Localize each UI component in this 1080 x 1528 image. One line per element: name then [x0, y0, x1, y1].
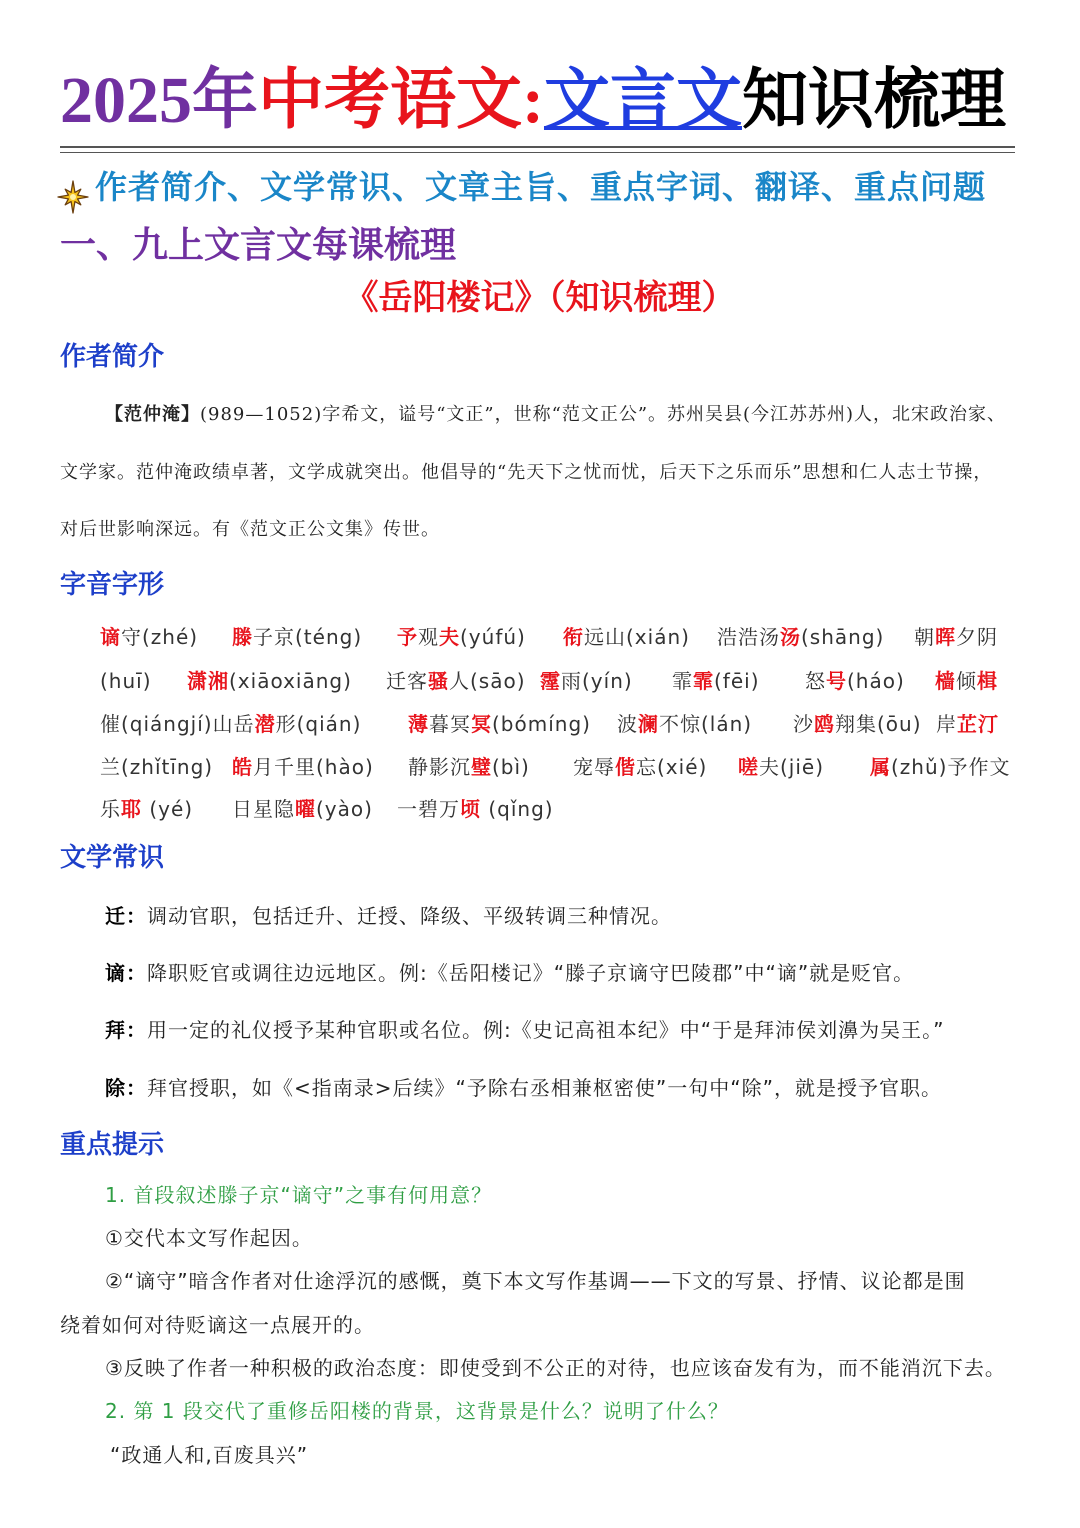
pronunciation-item	[232, 624, 362, 650]
pronunciation-text: (yúfú)	[460, 625, 526, 649]
pronunciation-text: 忘(xié)	[636, 755, 708, 779]
literary-definition: 拜官授职，如《<指南录>后续》“予除右丞相兼枢密使”一句中“除”，就是授予官职。	[147, 1076, 942, 1100]
literary-term: 谪：	[105, 961, 147, 985]
highlighted-character: 芷汀	[957, 712, 999, 736]
highlighted-character: 汤	[780, 625, 801, 649]
author-bio-line: 文学家。范仲淹政绩卓著，文学成就突出。他倡导的“先天下之忧而忧，后天下之乐而乐”思想和仁人志士节操，	[60, 462, 993, 483]
pronunciation-item	[232, 754, 374, 780]
part-heading: 一、九上文言文每课梳理	[60, 225, 457, 266]
highlighted-character: 澜	[638, 712, 659, 736]
pronunciation-item	[408, 711, 591, 737]
highlighted-character: 号	[826, 669, 847, 693]
pronunciation-item	[793, 711, 922, 737]
highlighted-character: 谪	[100, 625, 121, 649]
pronunciation-text: 一碧万	[397, 797, 460, 821]
title-suffix: 知识梳理	[741, 64, 1006, 137]
pronunciation-item	[573, 754, 707, 780]
pronunciation-text: (fēi)	[714, 669, 760, 693]
highlighted-character: 予	[397, 625, 418, 649]
pronunciation-item	[397, 624, 526, 650]
pronunciation-text: 暮冥	[429, 712, 471, 736]
highlighted-character: 楫	[977, 669, 998, 693]
highlighted-character: 曜	[295, 797, 316, 821]
pronunciation-item	[617, 711, 752, 737]
pronunciation-item	[717, 624, 884, 650]
pronunciation-item	[187, 668, 352, 694]
pronunciation-text: (zhǔ)予作文	[891, 755, 1011, 779]
pronunciation-item	[232, 796, 373, 822]
pronunciation-item	[100, 796, 193, 822]
pronunciation-item	[540, 668, 633, 694]
literary-item	[105, 903, 672, 929]
key-answer-line: 绕着如何对待贬谪这一点展开的。	[60, 1313, 375, 1337]
pronunciation-text: 倾	[956, 669, 977, 693]
pronunciation-text: (xiāoxiāng)	[229, 669, 352, 693]
pronunciation-text: 怒	[805, 669, 826, 693]
highlighted-character: 樯	[935, 669, 956, 693]
literary-definition: 降职贬官或调往边远地区。例:《岳阳楼记》“滕子京谪守巴陵郡”中“谪”就是贬官。	[147, 961, 915, 985]
pronunciation-item	[100, 668, 152, 694]
key-answer-line: “政通人和,百废具兴”	[110, 1443, 309, 1467]
pronunciation-item	[100, 754, 213, 780]
highlighted-character: 嗟	[738, 755, 759, 779]
pronunciation-item	[100, 624, 198, 650]
pronunciation-item	[100, 711, 361, 737]
pronunciation-text: 守(zhé)	[121, 625, 199, 649]
pronunciation-item	[935, 668, 998, 694]
pronunciation-text: 波	[617, 712, 638, 736]
pronunciation-text: (shāng)	[801, 625, 885, 649]
pronunciation-item	[386, 668, 526, 694]
author-bio-line	[105, 403, 1006, 427]
pronunciation-text: 人(sāo)	[449, 669, 526, 693]
literary-term: 拜：	[105, 1018, 147, 1042]
author-bio-text: (989—1052)字希文，谥号“文正”，世称“范文正公”。苏州吴县(今江苏苏州)人，北宋政治家、	[200, 404, 1007, 425]
highlighted-character: 霏	[693, 669, 714, 693]
pronunciation-text: (háo)	[847, 669, 905, 693]
highlighted-character: 顷	[460, 797, 481, 821]
pronunciation-text: 兰(zhǐtīng)	[100, 755, 214, 779]
pronunciation-text: (qǐng)	[481, 797, 554, 821]
pronunciation-text: 乐	[100, 797, 121, 821]
highlighted-character: 夫	[439, 625, 460, 649]
pronunciation-text: 催(qiángjí)山岳	[100, 712, 255, 736]
pronunciation-text: 静影沉	[408, 755, 471, 779]
subtitle-topics: 作者简介、文学常识、文章主旨、重点字词、翻译、重点问题	[95, 168, 987, 206]
pronunciation-item	[870, 754, 1010, 780]
literary-item	[105, 1075, 942, 1101]
highlighted-character: 骚	[428, 669, 449, 693]
highlighted-character: 耶	[121, 797, 142, 821]
pronunciation-text: 形(qián)	[275, 712, 362, 736]
key-question-1: 1. 首段叙述滕子京“谪守”之事有何用意？	[105, 1183, 493, 1207]
section-heading-pronunciation: 字音字形	[60, 570, 165, 600]
pronunciation-text: 月千里(hào)	[253, 755, 374, 779]
pronunciation-item	[936, 711, 999, 737]
highlighted-character: 皓	[232, 755, 253, 779]
pronunciation-text: 雨(yín)	[561, 669, 633, 693]
highlighted-character: 璧	[471, 755, 492, 779]
pronunciation-item	[672, 668, 760, 694]
key-answer-line: ②“谪守”暗含作者对仕途浮沉的感慨，奠下本文写作基调——下文的写景、抒情、议论都是围	[105, 1269, 966, 1293]
pronunciation-text: 沙	[793, 712, 814, 736]
author-bio-line: 对后世影响深远。有《范文正公文集》传世。	[60, 519, 440, 540]
pronunciation-text: (yé)	[142, 797, 194, 821]
highlighted-character: 潇湘	[187, 669, 229, 693]
highlighted-character: 潜	[254, 712, 276, 736]
section-heading-key-points: 重点提示	[60, 1130, 165, 1160]
title-exam-subject: 中考语文:	[258, 64, 544, 137]
key-answer-line: ③反映了作者一种积极的政治态度：即使受到不公正的对待，也应该奋发有为，而不能消沉下去。	[105, 1356, 1006, 1380]
title-divider-top	[60, 146, 1015, 148]
pronunciation-text: 迁客	[386, 669, 428, 693]
pronunciation-text: 子京(téng)	[253, 625, 363, 649]
pronunciation-item	[397, 796, 554, 822]
pronunciation-text: 霏	[672, 669, 693, 693]
pronunciation-item	[738, 754, 824, 780]
highlighted-character: 偕	[615, 755, 636, 779]
literary-item	[105, 960, 914, 986]
title-topic: 文言文	[543, 64, 742, 137]
pronunciation-item	[408, 754, 530, 780]
pronunciation-text: 浩浩汤	[717, 625, 780, 649]
page-title	[60, 60, 1006, 142]
highlighted-character: 衔	[563, 625, 584, 649]
highlighted-character: 霪	[540, 669, 561, 693]
key-answer-line: ①交代本文写作起因。	[105, 1226, 313, 1250]
pronunciation-text: (yào)	[316, 797, 373, 821]
pronunciation-text: 翔集(ōu)	[835, 712, 922, 736]
pronunciation-text: 不惊(lán)	[659, 712, 753, 736]
section-heading-author: 作者简介	[60, 342, 165, 372]
highlighted-character: 晖	[935, 625, 956, 649]
sparkle-star-icon	[56, 179, 90, 215]
pronunciation-item	[563, 624, 690, 650]
title-divider-bottom	[60, 152, 1015, 153]
pronunciation-text: 岸	[936, 712, 957, 736]
literary-term: 迁：	[105, 904, 147, 928]
pronunciation-text: 夕阴	[956, 625, 998, 649]
literary-definition: 调动官职，包括迁升、迁授、降级、平级转调三种情况。	[147, 904, 672, 928]
pronunciation-item	[805, 668, 905, 694]
highlighted-character: 冥	[471, 712, 492, 736]
literary-definition: 用一定的礼仪授予某种官职或名位。例:《史记高祖本纪》中“于是拜沛侯刘濞为吴王。”	[147, 1018, 945, 1042]
highlighted-character: 属	[870, 755, 891, 779]
author-name-tag: 【范仲淹】	[105, 404, 200, 425]
pronunciation-text: (bì)	[492, 755, 530, 779]
literary-item	[105, 1017, 944, 1043]
key-question-2: 2. 第 1 段交代了重修岳阳楼的背景，这背景是什么？说明了什么？	[105, 1399, 729, 1423]
pronunciation-text: 朝	[914, 625, 935, 649]
pronunciation-text: 宠辱	[573, 755, 615, 779]
highlighted-character: 薄	[408, 712, 429, 736]
literary-term: 除：	[105, 1076, 147, 1100]
pronunciation-item	[914, 624, 998, 650]
pronunciation-text: (bómíng)	[492, 712, 591, 736]
pronunciation-text: 夫(jiē)	[759, 755, 825, 779]
highlighted-character: 滕	[232, 625, 253, 649]
highlighted-character: 鸥	[814, 712, 835, 736]
section-heading-literary: 文学常识	[60, 843, 165, 873]
lesson-title: 《岳阳楼记》（知识梳理）	[344, 278, 736, 318]
pronunciation-text: (huī)	[100, 669, 152, 693]
pronunciation-text: 观	[418, 625, 439, 649]
title-year: 2025年	[60, 64, 258, 137]
pronunciation-text: 远山(xián)	[584, 625, 690, 649]
pronunciation-text: 日星隐	[232, 797, 295, 821]
